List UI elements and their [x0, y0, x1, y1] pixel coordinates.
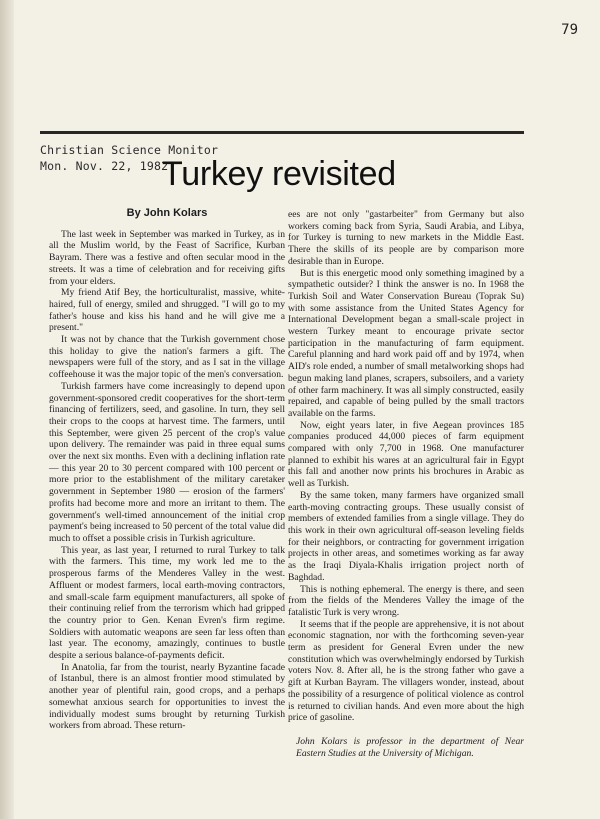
- paragraph: But is this energetic mood only something imagined by a sympathetic outsider? I think the answer is no. In 1968 the Turkish Soil and Water Conservation Bureau (Toprak Su) with some assistance from the United States Agency for International Development began a small-scale project in western Turkey meant to encourage private sector participation in the manufacturing of farm equipment. Careful planning and hard work paid off and by 1974, when AID's role ended, a number of small metalworking shops had begun making land planes, scrapers, subsoilers, and a variety of other farm machinery. It was all simply constructed, easily repaired, and capable of being pulled by the small tractors available on the farms.: [288, 267, 524, 419]
- article-column-left: [49, 208, 285, 732]
- article-title: Turkey revisited: [162, 155, 396, 193]
- page-number: 79: [561, 22, 578, 38]
- source-publication: Christian Science Monitor: [40, 143, 219, 157]
- paragraph: This year, as last year, I returned to rural Turkey to talk with the farmers. This time, my work led me to the prosperous farms of the Menderes Valley in the west. Affluent or modest farmers, local earth-moving contractors, and small-scale farm equipment manufacturers, all spoke of their continuing relief from the terrorism which had gripped the country prior to Gen. Kenan Evren's firm regime. Soldiers with automatic weapons are seen far less often than last year. The economy, amazingly, continues to bustle despite a serious balance-of-payments deficit.: [49, 544, 285, 662]
- source-date: Mon. Nov. 22, 1982: [40, 159, 169, 173]
- paragraph: ees are not only "gastarbeiter" from Germany but also workers coming back from Syria, Saudi Arabia, and Libya, for Turkey is turning to new markets in the Middle East. There the skills of its people are by comparison more desirable than in Europe.: [288, 209, 524, 267]
- paragraph: Turkish farmers have come increasingly to depend upon government-sponsored credit cooperatives for the short-term financing of fertilizers, seed, and gasoline. In turn, they sell their crops to the coops at harvest time. The farmers, until this September, were given 25 percent of the crop's value upon delivery. The remainder was paid in three equal sums over the next six months. Even with a declining inflation rate — this year 20 to 30 percent compared with 100 percent or more prior to the establishment of the military caretaker government in September 1980 — erosion of the farmers' profits had become more and more an irritant to them. The government's well-timed announcement of the initial crop payment's being increased to 50 percent of the total value did much to offset a possible crisis in Turkish agriculture.: [49, 380, 285, 544]
- paragraph: The last week in September was marked in Turkey, as in all the Muslim world, by the Feast of Sacrifice, Kurban Bayram. There was a festive and often secular mood in the streets. It was a time of celebration and for receiving gifts from your elders.: [49, 228, 285, 287]
- article-column-right: [288, 209, 524, 759]
- paragraph: This is nothing ephemeral. The energy is there, and seen from the fields of the Menderes Valley the image of the fatalistic Turk is very wrong.: [288, 583, 524, 618]
- page-edge-shadow: [0, 0, 14, 819]
- paragraph: In Anatolia, far from the tourist, nearly Byzantine facade of Istanbul, there is an almost frontier mood stimulated by another year of plentiful rain, good crops, and a perhaps somewhat anxious search for opportunities to invest the individually modest sums brought by returning Turkish workers from abroad. These return-: [49, 661, 285, 732]
- author-note: John Kolars is professor in the department of Near Eastern Studies at the University of Michigan.: [296, 735, 524, 759]
- paragraph: By the same token, many farmers have organized small earth-moving contracting groups. These usually consist of members of extended families from a single village. They do this work in their own agricultural off-season leveling fields for their neighbors, or contracting for government irrigation projects in other areas, and sometimes working as far away as the Iraqi Diyala-Khalis irrigation project north of Baghdad.: [288, 489, 524, 583]
- article-byline: By John Kolars: [126, 207, 208, 219]
- paragraph: It was not by chance that the Turkish government chose this holiday to give the nation's farmers a gift. The newspapers were full of the story, and as I sat in the village coffeehouse it was the major topic of the men's conversation.: [49, 334, 285, 381]
- header-rule: [40, 131, 524, 134]
- paragraph: My friend Atif Bey, the horticulturalist, massive, white-haired, full of energy, smiled and shrugged. "I will go to my father's house and kiss his hand and he will give me a present.": [49, 287, 285, 334]
- paragraph: Now, eight years later, in five Aegean provinces 185 companies produced 44,000 pieces of farm equipment compared with only 7,700 in 1968. One manufacturer planned to exhibit his wares at an agricultural fair in Egypt this fall and another now prints his brochures in Arabic as well as Turkish.: [288, 419, 524, 490]
- paragraph: It seems that if the people are apprehensive, it is not about economic stagnation, nor with the forthcoming seven-year term as president for General Evren under the new constitution which was overwhelmingly endorsed by Turkish voters Nov. 8. After all, he is the strong father who gave a gift at Kurban Bayram. The villagers wonder, instead, about the possibility of a resurgence of political violence as control is returned to civilian hands. And even more about the high price of gasoline.: [288, 618, 524, 724]
